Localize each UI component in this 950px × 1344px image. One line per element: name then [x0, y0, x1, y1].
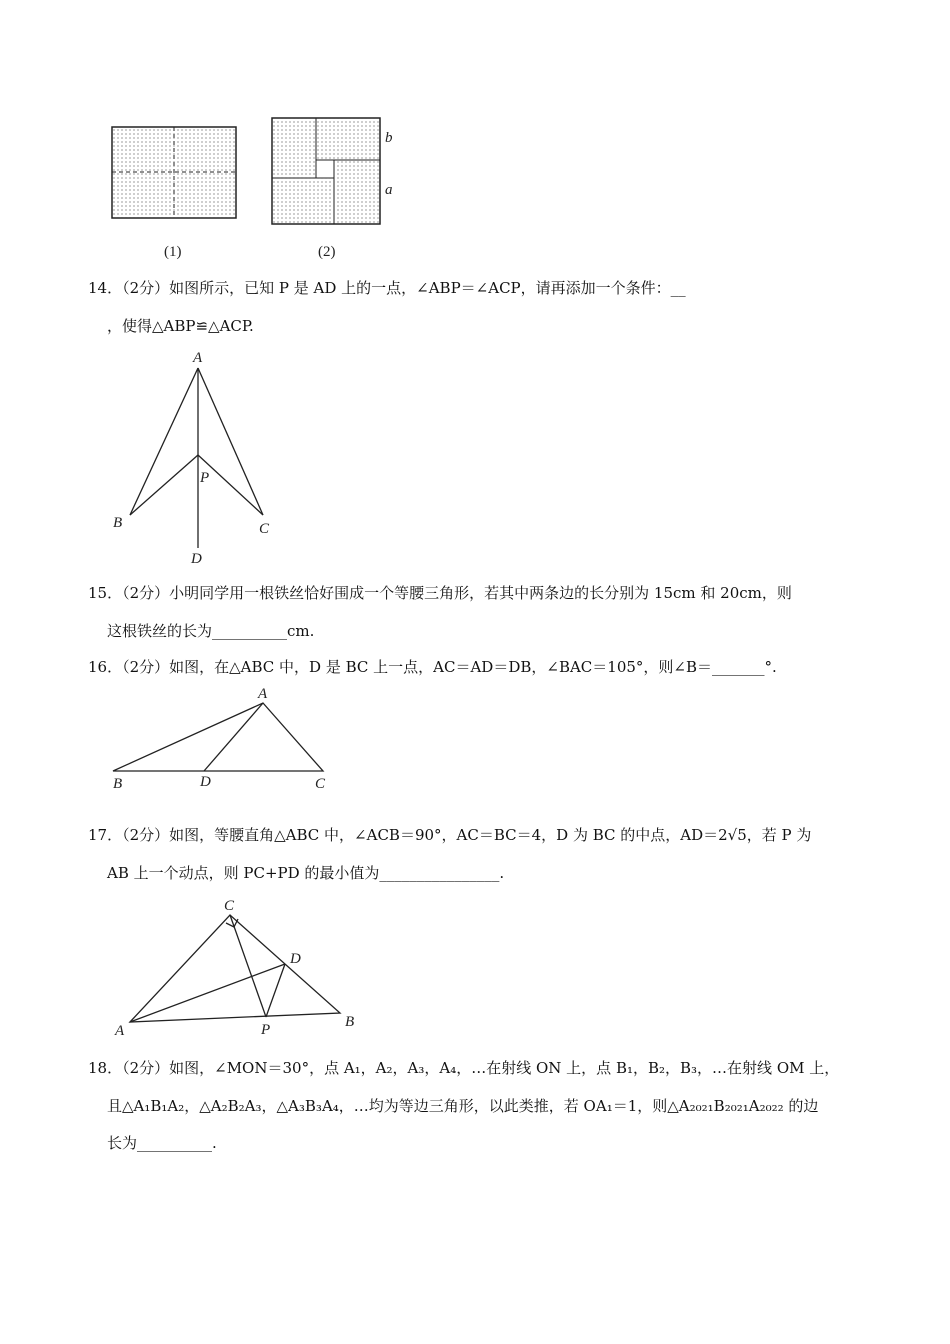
figure-label-2: (2)	[318, 244, 336, 260]
point-D: D	[200, 774, 211, 790]
point-A: A	[115, 1023, 125, 1039]
point-B: B	[113, 515, 123, 531]
point-D: D	[191, 551, 202, 567]
point-D: D	[290, 951, 301, 967]
question-15-text: 15．（2分）小明同学用一根铁丝恰好围成一个等腰三角形，若其中两条边的长分别为 15cm 和 20cm，则	[88, 584, 792, 602]
point-A: A	[193, 350, 203, 366]
question-14-text: 14．（2分）如图所示，已知 P 是 AD 上的一点，∠ABP＝∠ACP，请再添加一个条件：__	[88, 279, 686, 297]
question-15-text-cont: 这根铁丝的长为__________cm.	[107, 622, 315, 640]
point-C: C	[315, 776, 326, 792]
point-C: C	[224, 898, 235, 914]
point-B: B	[345, 1014, 355, 1030]
point-P: P	[261, 1022, 271, 1038]
figure-14-triangle	[130, 368, 263, 548]
figure-17-triangle	[130, 915, 340, 1022]
label-b: b	[385, 130, 393, 146]
point-C: C	[259, 521, 270, 537]
point-A: A	[258, 686, 268, 702]
figure-label-1: (1)	[164, 244, 182, 260]
label-a: a	[385, 182, 393, 198]
point-P: P	[200, 470, 210, 486]
question-17-text-cont: AB 上一个动点，则 PC+PD 的最小值为________________.	[107, 864, 505, 882]
question-18-text: 18．（2分）如图，∠MON＝30°，点 A₁，A₂，A₃，A₄，…在射线 ON 上，点 B₁，B₂，B₃，…在射线 OM 上，	[88, 1059, 840, 1077]
figure-13-rectangles	[112, 118, 393, 260]
question-18-text-cont: 且△A₁B₁A₂，△A₂B₂A₃，△A₃B₃A₄，…均为等边三角形，以此类推，若 OA₁＝1，则△A₂₀₂₁B₂₀₂₁A₂₀₂₂ 的边	[107, 1097, 819, 1115]
question-16-text: 16．（2分）如图，在△ABC 中，D 是 BC 上一点，AC＝AD＝DB，∠BAC＝105°，则∠B＝_______°.	[88, 658, 777, 676]
question-18-text-cont2: 长为__________.	[107, 1134, 217, 1152]
figure-16-triangle	[113, 703, 323, 771]
question-17-text: 17．（2分）如图，等腰直角△ABC 中，∠ACB＝90°，AC＝BC＝4，D 为 BC 的中点，AD＝2√5，若 P 为	[88, 826, 812, 844]
point-B: B	[113, 776, 123, 792]
question-14-text-cont: ，使得△ABP≌△ACP.	[107, 317, 254, 335]
